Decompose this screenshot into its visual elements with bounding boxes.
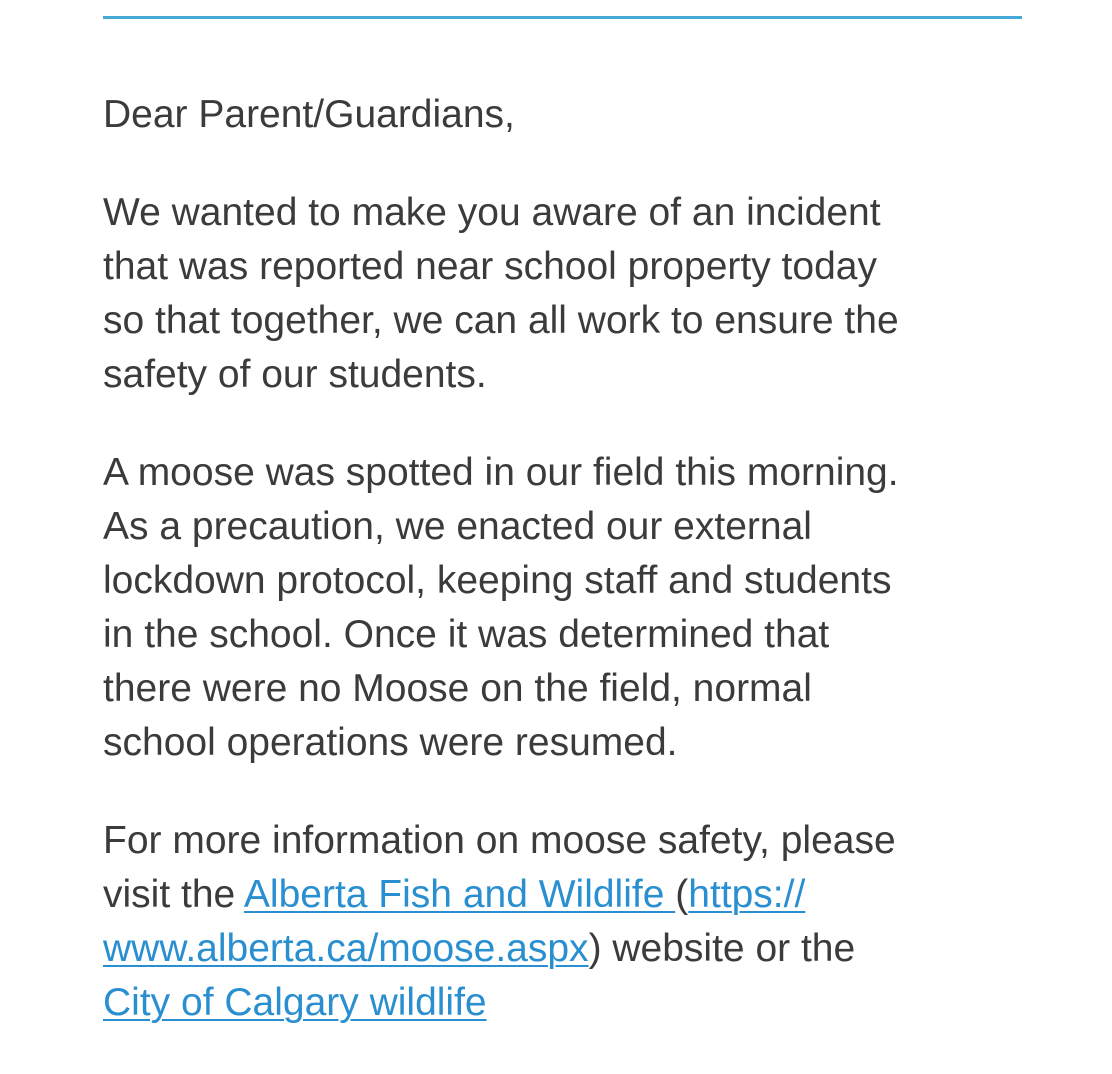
paragraph-incident <box>103 186 1043 402</box>
open-paren: ( <box>675 873 689 916</box>
paragraph-line: that was reported near school property today <box>103 245 877 288</box>
paragraph-line <box>103 922 1043 976</box>
header-divider <box>103 16 1022 19</box>
paragraph-moose-sighting <box>103 446 1043 770</box>
paragraph-line: For more information on moose safety, please <box>103 819 896 862</box>
paragraph-more-info <box>103 814 1043 1030</box>
letter-content <box>103 88 1043 1074</box>
greeting <box>103 88 1043 142</box>
header-logo-fragment <box>103 0 363 4</box>
paragraph-line <box>103 976 1043 1030</box>
paragraph-line: there were no Moose on the field, normal <box>103 667 812 710</box>
paragraph-line: safety of our students. <box>103 353 487 396</box>
paragraph-line: lockdown protocol, keeping staff and students <box>103 559 892 602</box>
paragraph-line: so that together, we can all work to ensure the <box>103 299 899 342</box>
website-or-the-text: ) website or the <box>588 927 856 970</box>
visit-the-text: visit the <box>103 873 244 916</box>
paragraph-line: school operations were resumed. <box>103 721 678 764</box>
alberta-moose-url-link-part2[interactable]: www.alberta.ca/moose.aspx <box>103 927 589 970</box>
greeting-text: Dear Parent/Guardians, <box>103 93 515 136</box>
city-of-calgary-wildlife-link[interactable]: City of Calgary wildlife <box>103 981 487 1024</box>
paragraph-line: We wanted to make you aware of an incident <box>103 191 881 234</box>
alberta-fish-wildlife-link[interactable]: Alberta Fish and Wildlife <box>243 873 676 916</box>
paragraph-line: As a precaution, we enacted our external <box>103 505 812 548</box>
alberta-moose-url-link-part1[interactable]: https:// <box>688 873 806 916</box>
paragraph-line: A moose was spotted in our field this morning. <box>103 451 899 494</box>
paragraph-line <box>103 868 1043 922</box>
paragraph-line: in the school. Once it was determined that <box>103 613 830 656</box>
